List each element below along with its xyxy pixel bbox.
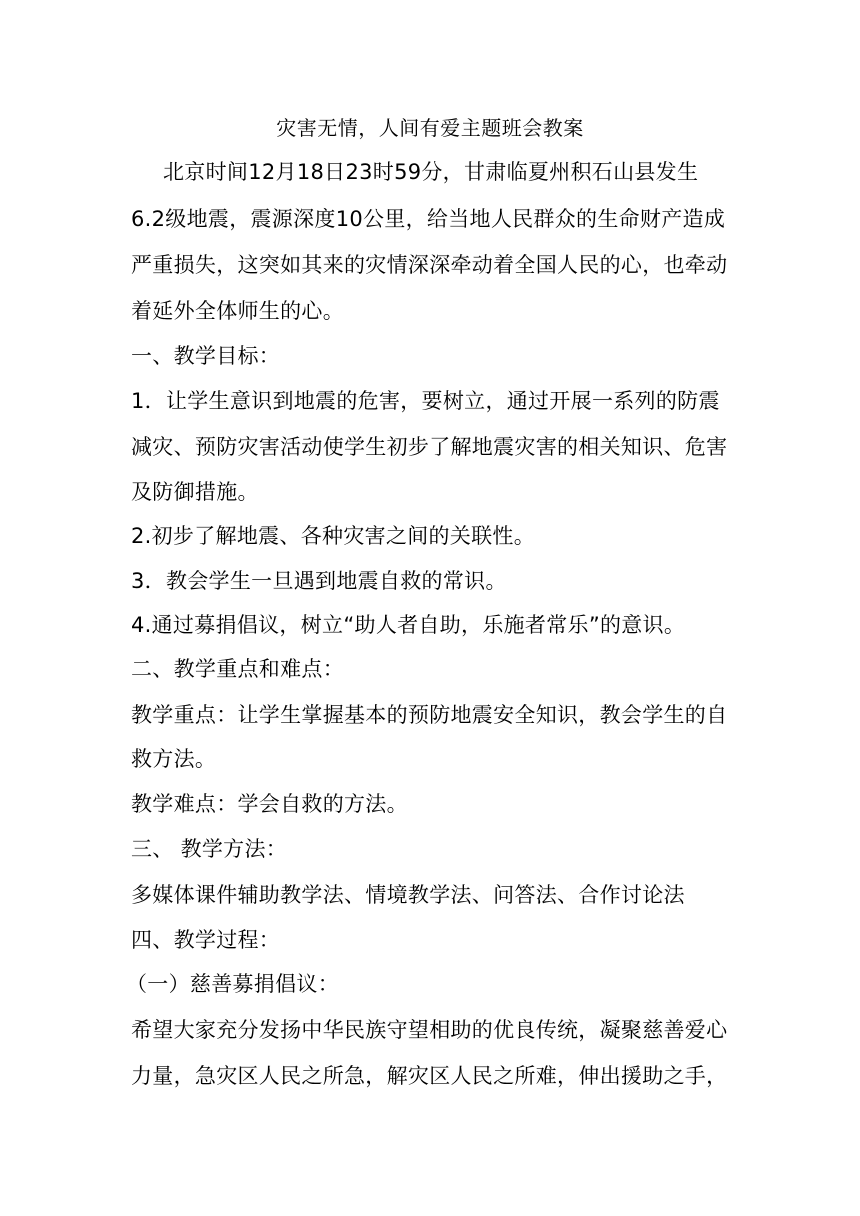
goal-2: 2.初步了解地震、各种灾害之间的关联性。 [131, 524, 536, 548]
goal-1-line-1: 1．让学生意识到地震的危害，要树立，通过开展一系列的防震 [131, 389, 720, 413]
subheading-charity-donation: （一）慈善募捐倡议： [126, 972, 339, 996]
paragraph-intro-line-4: 着延外全体师生的心。 [131, 299, 344, 323]
difficulty-line: 教学难点：学会自救的方法。 [131, 792, 408, 816]
heading-key-points: 二、教学重点和难点： [131, 657, 344, 681]
goal-1-line-2: 减灾、预防灾害活动使学生初步了解地震灾害的相关知识、危害 [131, 435, 728, 459]
document-title: 灾害无情，人间有爱主题班会教案 [276, 116, 584, 140]
donation-paragraph-line-1: 希望大家充分发扬中华民族守望相助的优良传统，凝聚慈善爱心 [131, 1018, 728, 1042]
donation-paragraph-line-2: 力量，急灾区人民之所急，解灾区人民之所难，伸出援助之手， [131, 1064, 728, 1088]
key-point-line-1: 教学重点：让学生掌握基本的预防地震安全知识，教会学生的自 [131, 703, 728, 727]
heading-teaching-goals: 一、教学目标： [131, 344, 281, 368]
paragraph-intro-line-1: 北京时间12月18日23时59分，甘肃临夏州积石山县发生 [163, 160, 699, 184]
goal-4: 4.通过募捐倡议，树立“助人者自助，乐施者常乐”的意识。 [131, 613, 686, 637]
paragraph-intro-line-3: 严重损失，这突如其来的灾情深深牵动着全国人民的心，也牵动 [131, 253, 728, 277]
teaching-methods-text: 多媒体课件辅助教学法、情境教学法、问答法、合作讨论法 [131, 883, 685, 907]
heading-teaching-methods: 三、 教学方法： [131, 837, 288, 861]
heading-teaching-process: 四、教学过程： [131, 928, 281, 952]
key-point-line-2: 救方法。 [131, 747, 217, 771]
paragraph-intro-line-2: 6.2级地震，震源深度10公里，给当地人民群众的生命财产造成 [131, 207, 726, 231]
goal-1-line-3: 及防御措施。 [131, 480, 259, 504]
goal-3: 3．教会学生一旦遇到地震自救的常识。 [131, 569, 507, 593]
